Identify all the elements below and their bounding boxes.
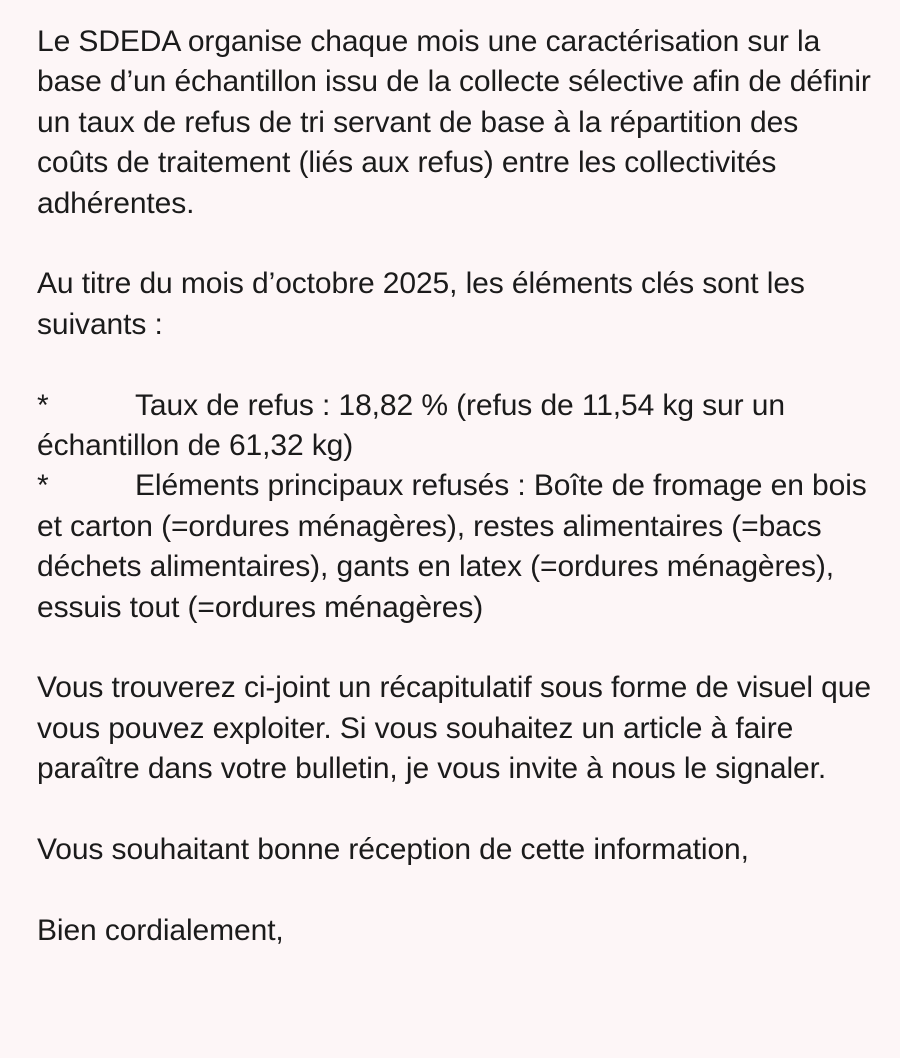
refusal-rate-text: Taux de refus : 18,82 % (refus de 11,54 kg sur un échantillon de 61,32 kg) [37, 388, 785, 463]
list-item-refusal-rate [37, 386, 877, 467]
bullet-marker: * [37, 388, 49, 422]
attachment-paragraph: Vous trouverez ci-joint un récapitulatif sous forme de visuel que vous pouvez exploiter. Si vous souhaitez un article à faire paraître dans votre bulletin, je vous invite à nous le signaler. [37, 671, 871, 786]
bullet-marker: * [37, 469, 49, 503]
key-elements-list [37, 386, 877, 628]
refused-items-text: Eléments principaux refusés : Boîte de fromage en bois et carton (=ordures ménagères), restes alimentaires (=bacs déchets alimentaires), gants en latex (=ordures ménagères), essuis tout (=ordures ménagères) [37, 469, 867, 624]
intro-paragraph: Le SDEDA organise chaque mois une caractérisation sur la base d’un échantillon issu de la collecte sélective afin de définir un taux de refus de tri servant de base à la répartition des coûts de traitement (liés aux refus) entre les collectivités adhérentes. [37, 25, 871, 220]
key-elements-intro: Au titre du mois d’octobre 2025, les éléments clés sont les suivants : [37, 267, 805, 341]
message-body [37, 22, 877, 951]
wishes-paragraph: Vous souhaitant bonne réception de cette information, [37, 833, 749, 867]
list-item-refused-items [37, 466, 877, 628]
closing-line: Bien cordialement, [37, 913, 284, 947]
